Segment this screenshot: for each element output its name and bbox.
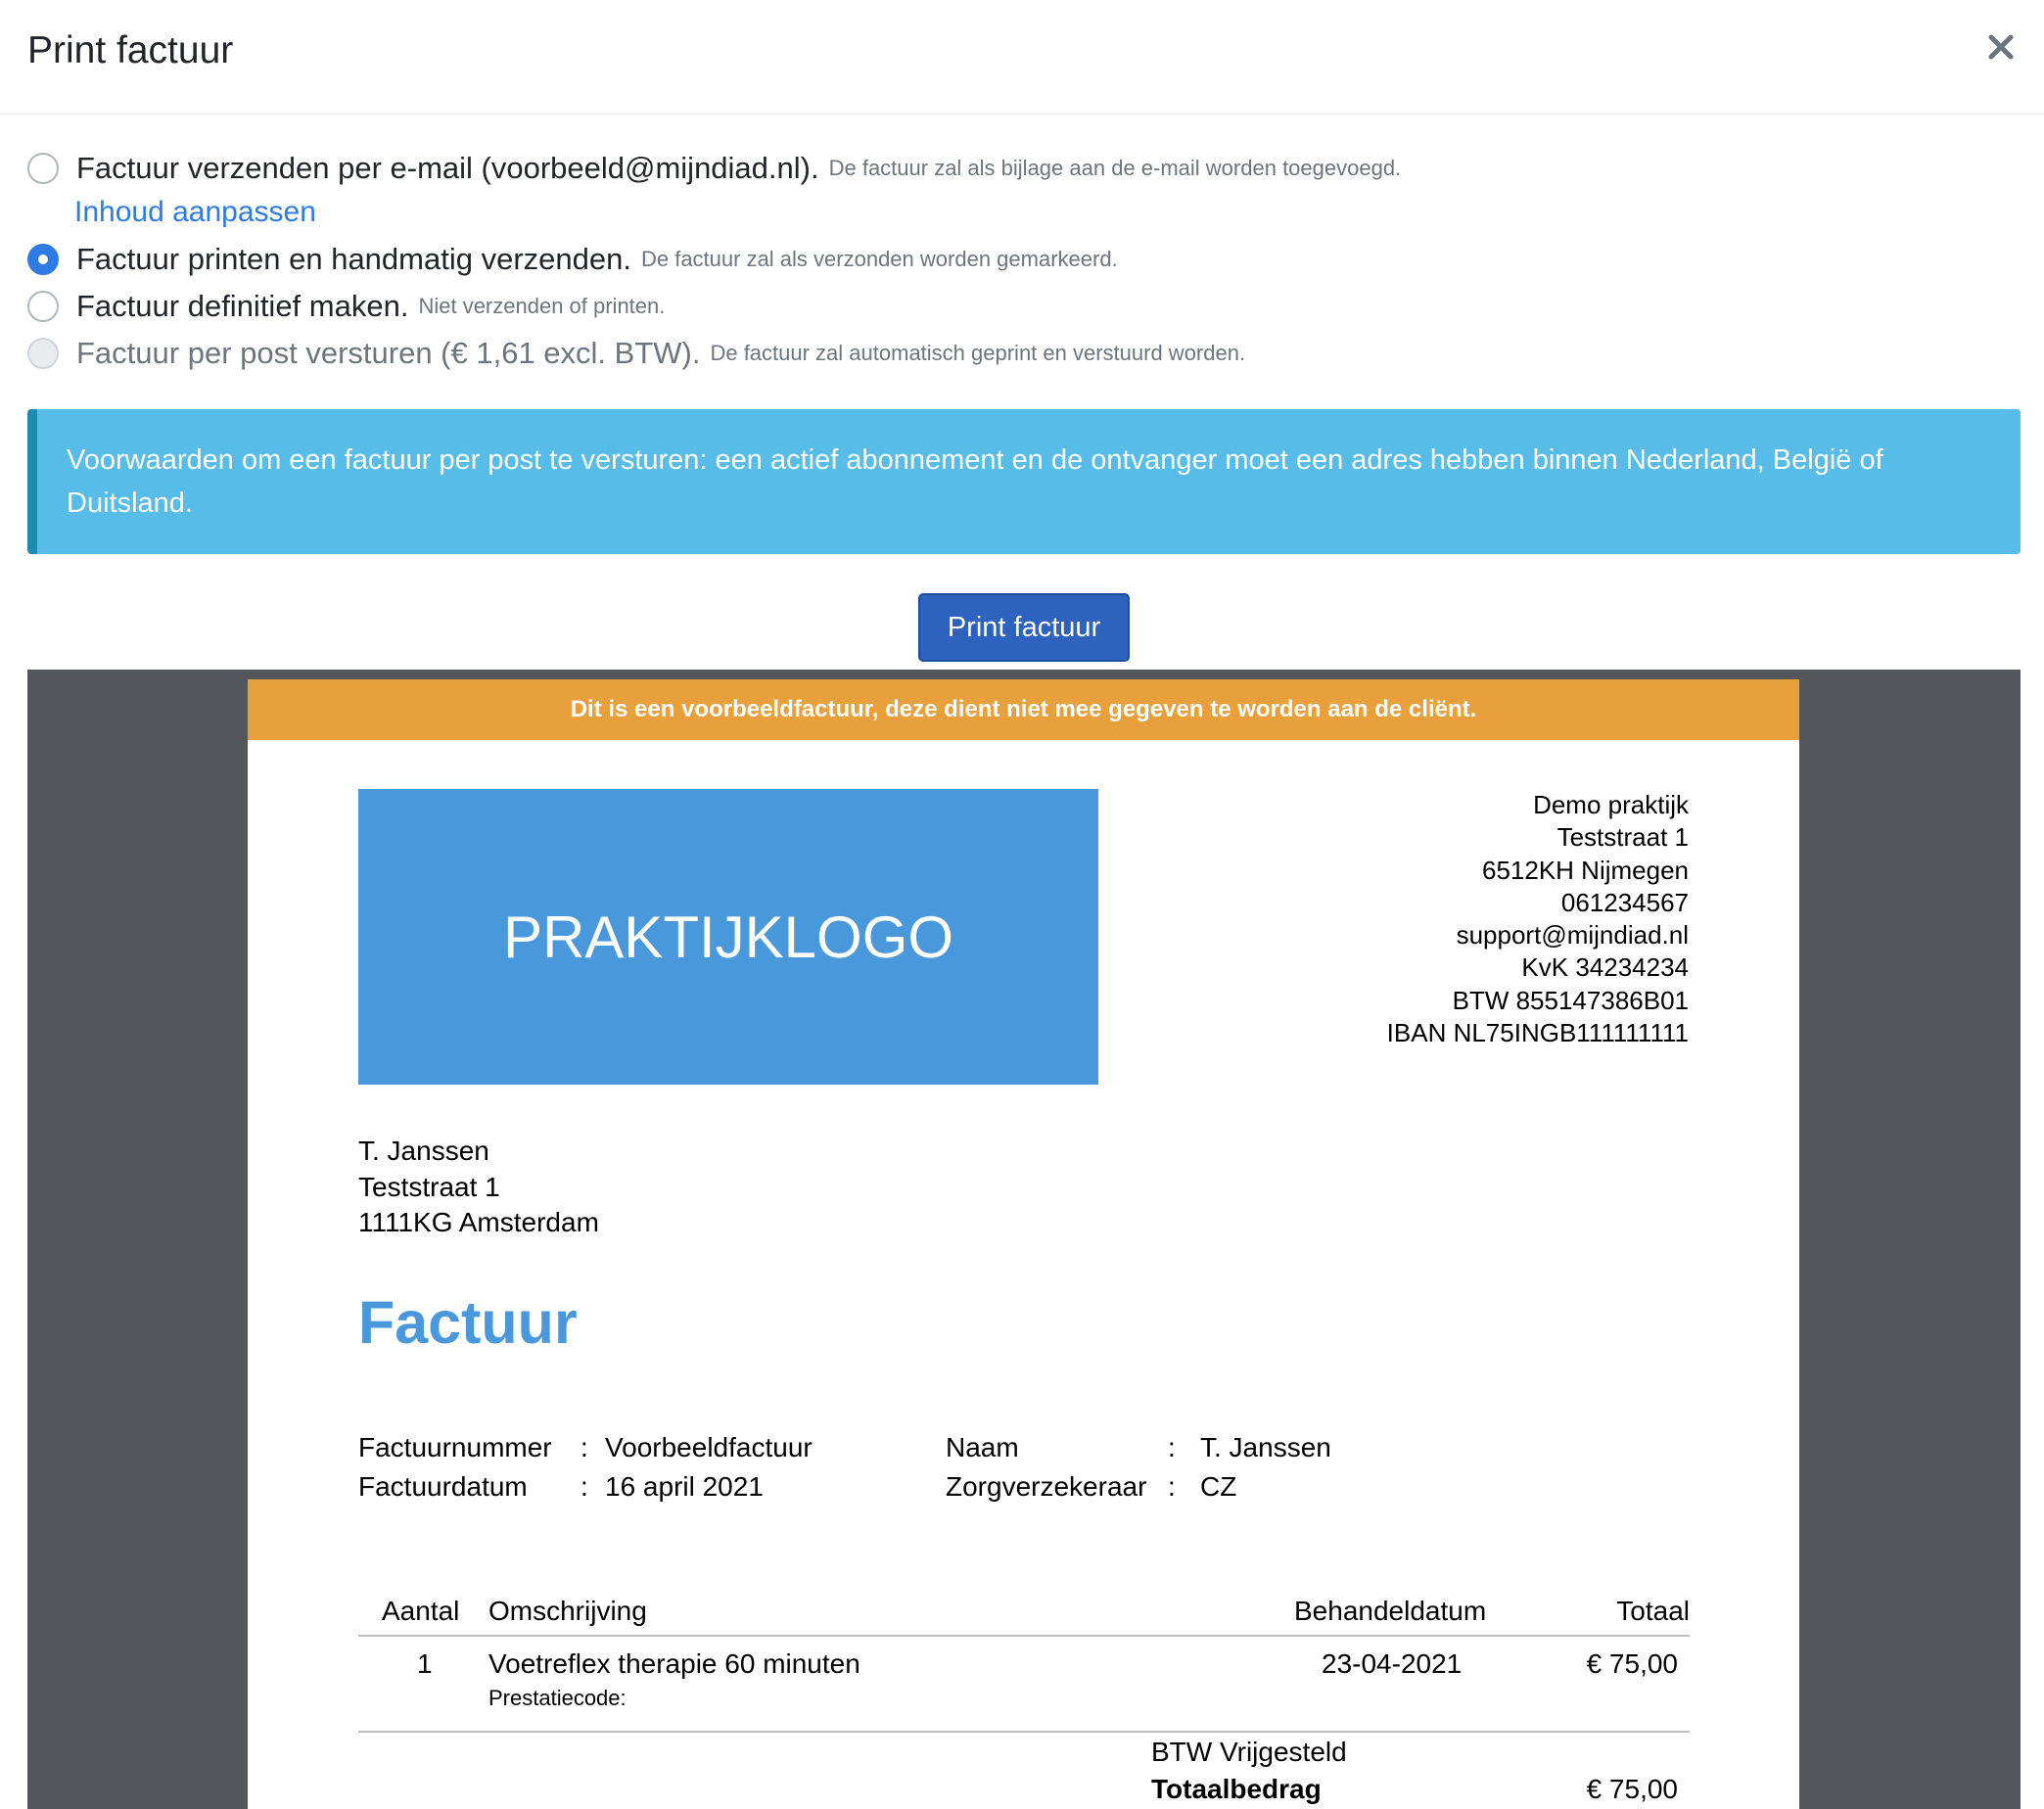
total-label: Totaalbedrag (1151, 1774, 1322, 1804)
option-post-description: De factuur zal automatisch geprint en verstuurd worden. (710, 341, 1246, 365)
option-post-label: Factuur per post versturen (€ 1,61 excl. BTW). (76, 336, 701, 370)
radio-email[interactable] (27, 153, 59, 184)
invoice-paper (248, 679, 1799, 1809)
edit-content-link[interactable]: Inhoud aanpassen (74, 196, 316, 228)
header-date: Behandeldatum (1294, 1596, 1487, 1626)
meta-label: Factuurdatum (358, 1471, 528, 1502)
row-qty: 1 (417, 1648, 433, 1679)
option-finalize-description: Niet verzenden of printen. (418, 294, 666, 318)
row-code: Prestatiecode: (488, 1686, 627, 1710)
practice-logo: PRAKTIJKLOGO (358, 789, 1098, 1085)
table-row (358, 1637, 1690, 1733)
total-value: € 75,00 (1586, 1774, 1678, 1804)
option-finalize-label: Factuur definitief maken. (76, 289, 409, 323)
close-icon[interactable] (1983, 29, 2019, 65)
vat-label: BTW Vrijgesteld (1151, 1737, 1347, 1767)
recipient-street: Teststraat 1 (358, 1171, 500, 1202)
recipient-name: T. Janssen (358, 1136, 489, 1166)
company-kvk: KvK 34234234 (1521, 952, 1689, 983)
meta-separator: : (581, 1471, 588, 1502)
meta-separator: : (1168, 1432, 1176, 1462)
table-header (358, 1590, 1690, 1637)
radio-print[interactable] (27, 244, 59, 275)
recipient-city: 1111KG Amsterdam (358, 1207, 599, 1237)
meta-label: Naam (946, 1432, 1019, 1462)
company-phone: 061234567 (1560, 887, 1689, 917)
company-city: 6512KH Nijmegen (1481, 855, 1689, 885)
meta-label: Zorgverzekeraar (946, 1471, 1147, 1502)
option-print[interactable] (27, 238, 1118, 281)
invoice-title: Factuur (358, 1289, 578, 1356)
option-email-label: Factuur verzenden per e-mail (voorbeeld@mijndiad.nl). (76, 151, 819, 185)
header-description: Omschrijving (488, 1596, 647, 1626)
info-alert: Voorwaarden om een factuur per post te versturen: een actief abonnement en de ontvanger moet een adres hebben binnen Nederland, België of Duitsland. (27, 409, 2021, 554)
meta-label: Factuurnummer (358, 1432, 552, 1462)
row-description: Voetreflex therapie 60 minuten (488, 1648, 860, 1679)
meta-value: CZ (1200, 1471, 1237, 1502)
option-email[interactable] (27, 147, 1401, 190)
company-vat: BTW 855147386B01 (1452, 985, 1689, 1015)
company-details (1387, 789, 1689, 1049)
meta-value: 16 april 2021 (605, 1471, 764, 1502)
row-date: 23-04-2021 (1322, 1648, 1463, 1679)
company-iban: IBAN NL75INGB111111111 (1386, 1018, 1689, 1048)
meta-value: Voorbeeldfactuur (605, 1432, 813, 1462)
print-invoice-button[interactable]: Print factuur (918, 593, 1130, 662)
option-print-description: De factuur zal als verzonden worden gemarkeerd. (640, 247, 1118, 271)
meta-separator: : (581, 1432, 588, 1462)
company-name: Demo praktijk (1533, 790, 1689, 819)
header-total: Totaal (1616, 1596, 1690, 1626)
meta-value: T. Janssen (1200, 1432, 1331, 1462)
row-total: € 75,00 (1586, 1648, 1678, 1679)
option-email-description: De factuur zal als bijlage aan de e-mail worden toegevoegd. (828, 156, 1402, 180)
option-post (27, 332, 1245, 375)
meta-separator: : (1168, 1471, 1176, 1502)
modal-title: Print factuur (27, 29, 234, 71)
radio-post (27, 338, 59, 369)
company-street: Teststraat 1 (1556, 822, 1689, 853)
invoice-preview[interactable] (27, 670, 2021, 1809)
option-print-label: Factuur printen en handmatig verzenden. (76, 242, 631, 276)
header-qty: Aantal (382, 1596, 460, 1626)
totals-block (358, 1737, 1690, 1809)
radio-finalize[interactable] (27, 291, 59, 322)
modal-header (0, 0, 2044, 115)
company-email: support@mijndiad.nl (1456, 920, 1689, 951)
sample-banner: Dit is een voorbeeldfactuur, deze dient niet mee gegeven te worden aan de cliënt. (248, 679, 1799, 740)
option-finalize[interactable] (27, 285, 665, 328)
recipient-address (358, 1134, 599, 1241)
